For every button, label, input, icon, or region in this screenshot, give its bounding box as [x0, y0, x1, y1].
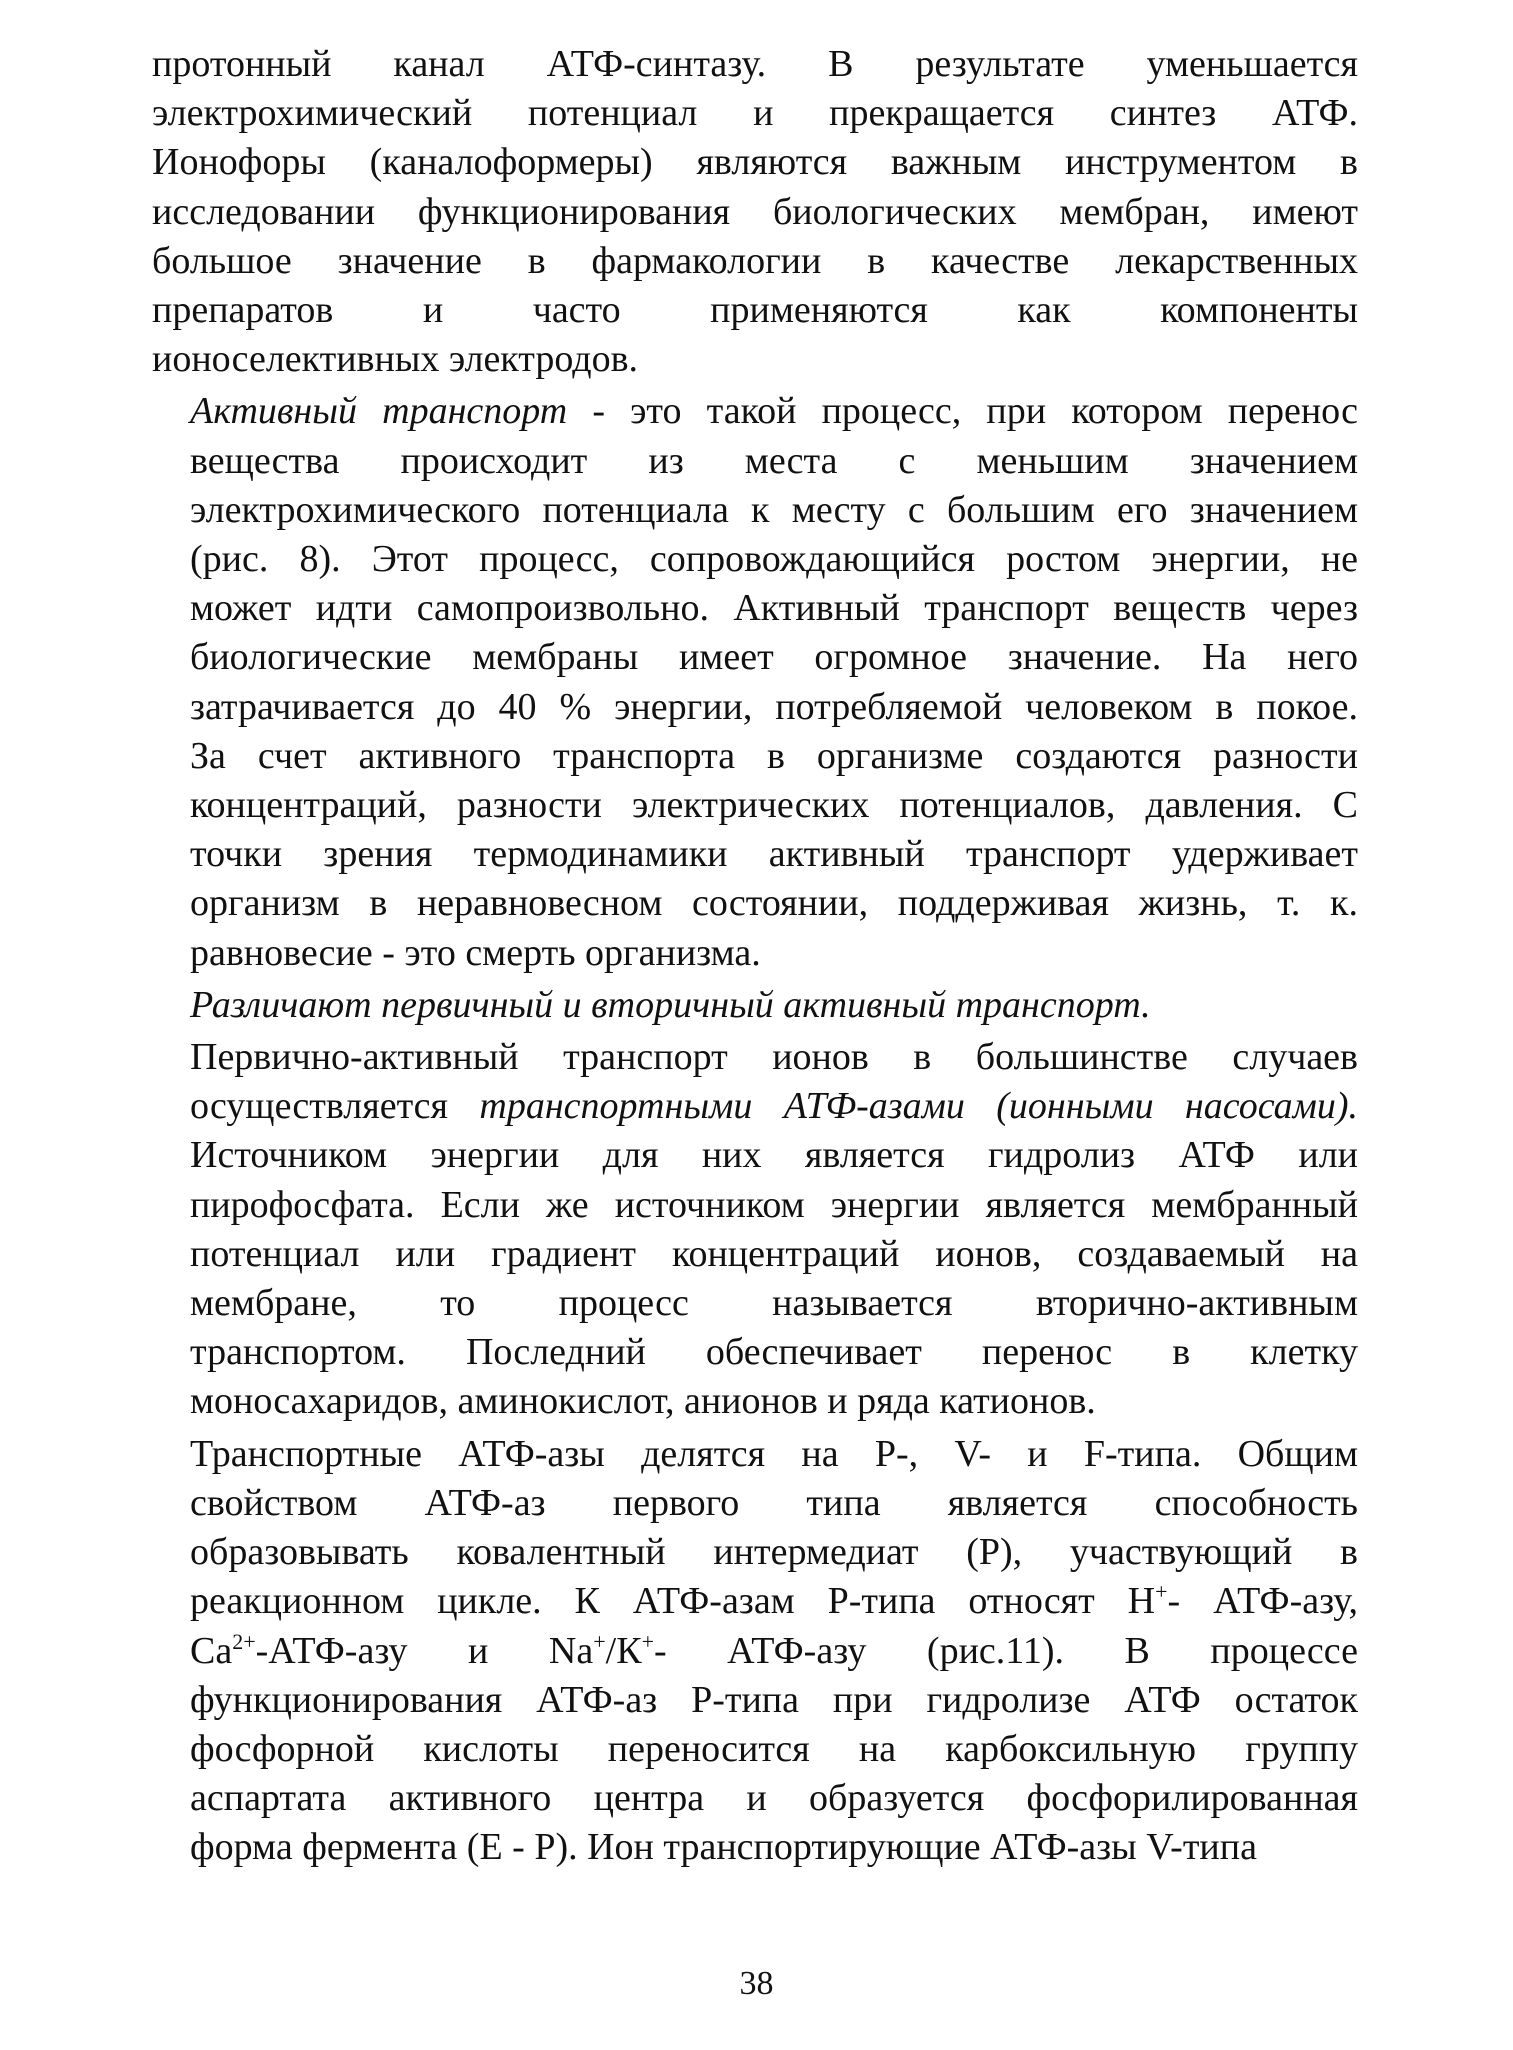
text-line — [152, 1676, 1358, 1725]
text-line — [152, 486, 1358, 535]
text-run: свойством АТФ-аз первого типа является способность — [190, 1481, 1358, 1524]
text-run: равновесие - это смерть организма. — [190, 931, 761, 974]
superscript: 2+ — [232, 1628, 256, 1654]
text-line — [152, 584, 1358, 633]
text-run: - это такой процесс, при котором перенос — [567, 390, 1358, 433]
text-line — [152, 237, 1358, 286]
body-text — [152, 40, 1358, 1873]
text-line — [152, 535, 1358, 584]
text-line — [152, 1230, 1358, 1279]
text-line — [152, 40, 1358, 89]
text-run: затрачивается до 40 % энергии, потребляемой человеком в покое. — [190, 685, 1358, 728]
text-run: электрохимического потенциала к месту с большим его значением — [190, 488, 1358, 531]
text-run: осуществляется — [190, 1085, 480, 1128]
text-run: - АТФ-азу, — [1167, 1580, 1359, 1623]
text-run: ионоселективных электродов. — [152, 338, 639, 381]
text-run: потенциал или градиент концентраций ионов, создаваемый на — [190, 1232, 1358, 1275]
text-line — [152, 683, 1358, 732]
text-line — [152, 1082, 1358, 1131]
text-run: образовывать ковалентный интермедиат (Р), участвующий в — [190, 1531, 1358, 1574]
text-line — [152, 830, 1358, 879]
text-run: (рис. 8). Этот процесс, сопровождающийся ростом энергии, не — [190, 538, 1358, 581]
text-run: функционирования АТФ-аз Р-типа при гидролизе АТФ остаток — [190, 1678, 1358, 1721]
text-line — [152, 89, 1358, 138]
text-run: Са — [190, 1629, 233, 1672]
text-line — [152, 138, 1358, 187]
text-line — [152, 1528, 1358, 1577]
text-line — [152, 1033, 1358, 1082]
superscript: + — [1155, 1579, 1168, 1605]
paragraph — [152, 981, 1358, 1030]
paragraph — [152, 40, 1358, 384]
text-run: Источником энергии для них является гидролиз АТФ или — [190, 1134, 1358, 1177]
text-run: Транспортные АТФ-азы делятся на Р-, V- и F-типа. Общим — [190, 1432, 1358, 1475]
text-line — [152, 1279, 1358, 1328]
text-line — [152, 286, 1358, 335]
superscript: + — [641, 1628, 654, 1654]
text-line — [152, 1328, 1358, 1377]
text-run: точки зрения термодинамики активный транспорт удерживает — [190, 833, 1358, 876]
text-line — [152, 929, 1358, 978]
text-run: Первично-активный транспорт ионов в большинстве случаев — [190, 1036, 1358, 1079]
text-run: фосфорной кислоты переносится на карбоксильную группу — [190, 1727, 1358, 1770]
superscript: + — [593, 1628, 606, 1654]
text-line — [152, 1131, 1358, 1180]
text-run: препаратов и часто применяются как компоненты — [152, 289, 1358, 332]
text-run: транспортом. Последний обеспечивает перенос в клетку — [190, 1331, 1358, 1374]
text-run: биологические мембраны имеет огромное значение. На него — [190, 636, 1358, 679]
text-line — [152, 1577, 1358, 1626]
text-line — [152, 1430, 1358, 1479]
page-number: 38 — [739, 1965, 774, 2002]
italic-text: Различают первичный и вторичный активный транспорт. — [190, 983, 1151, 1026]
text-run: За счет активного транспорта в организме создаются разности — [190, 734, 1358, 777]
text-line — [152, 1725, 1358, 1774]
text-run: форма фермента (Е - Р). Ион транспортирующие АТФ-азы V-типа — [190, 1826, 1257, 1869]
text-line — [152, 188, 1358, 237]
text-run: -АТФ-азу и Na — [255, 1629, 594, 1672]
text-run: исследовании функционирования биологических мембран, имеют — [152, 190, 1358, 233]
text-run: реакционном цикле. К АТФ-азам Р-типа относят Н — [190, 1580, 1156, 1623]
text-line — [152, 1479, 1358, 1528]
text-line — [152, 1823, 1358, 1872]
text-run: может идти самопроизвольно. Активный транспорт веществ через — [190, 587, 1358, 630]
text-line — [152, 633, 1358, 682]
text-line — [152, 1774, 1358, 1823]
text-run: мембране, то процесс называется вторично-активным — [190, 1282, 1358, 1325]
text-run: /К — [605, 1629, 642, 1672]
paragraph — [152, 1033, 1358, 1427]
text-line — [152, 981, 1358, 1030]
text-run: организм в неравновесном состоянии, поддерживая жизнь, т. к. — [190, 882, 1358, 925]
text-line — [152, 732, 1358, 781]
paragraph — [152, 387, 1358, 977]
text-run: вещества происходит из места с меньшим значением — [190, 439, 1358, 482]
text-run: аспартата активного центра и образуется фосфорилированная — [190, 1777, 1358, 1820]
text-run: электрохимический потенциал и прекращается синтез АТФ. — [152, 92, 1358, 135]
text-line — [152, 437, 1358, 486]
text-run: протонный канал АТФ-синтазу. В результате уменьшается — [152, 43, 1358, 85]
text-run: Ионофоры (каналоформеры) являются важным инструментом в — [152, 141, 1358, 184]
italic-text: Активный транспорт — [190, 390, 568, 433]
text-run: пирофосфата. Если же источником энергии является мембранный — [190, 1183, 1358, 1226]
text-line — [152, 781, 1358, 830]
text-run: - АТФ-азу (рис.11). В процессе — [653, 1629, 1358, 1672]
text-line — [152, 1377, 1358, 1426]
text-line — [152, 335, 1358, 384]
text-run: концентраций, разности электрических потенциалов, давления. С — [190, 784, 1358, 827]
text-line — [152, 879, 1358, 928]
text-line — [152, 387, 1358, 436]
text-line — [152, 1181, 1358, 1230]
text-run: моносахаридов, аминокислот, анионов и ряда катионов. — [190, 1380, 1096, 1423]
paragraph — [152, 1430, 1358, 1873]
text-run: большое значение в фармакологии в качестве лекарственных — [152, 239, 1358, 282]
italic-text: транспортными АТФ-азами (ионными насосами). — [479, 1085, 1358, 1128]
text-line — [152, 1627, 1358, 1676]
